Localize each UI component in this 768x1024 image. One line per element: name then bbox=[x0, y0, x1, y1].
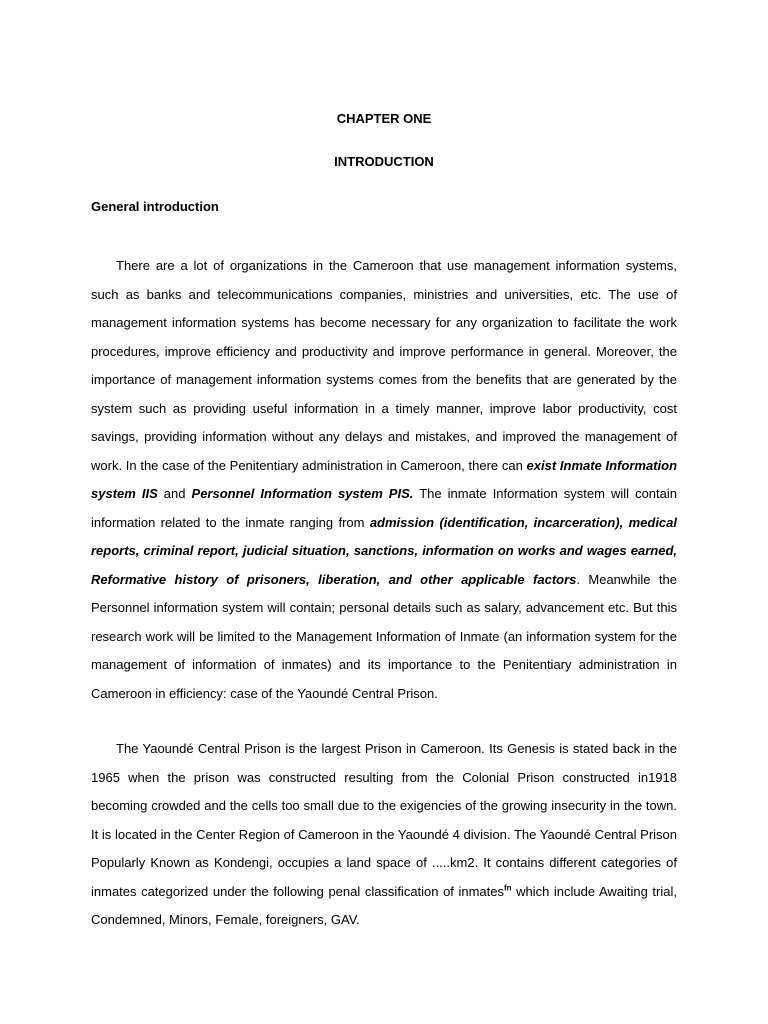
paragraph1-segment: admission (identification, incarceration), medical reports, criminal report, judicial situation, sanctions, information on works and wages earned, Reformative history of prisoners, liberation, and other applicable factors bbox=[91, 514, 678, 587]
paragraph1-segment: There are a lot of organizations in the Cameroon that use management information systems, such as banks and telecommunications companies, ministries and universities, etc. The use of management information systems has become necessary for any organization to facilitate the work procedures, improve efficiency and productivity and improve performance in general. Moreover, the importance of management information systems comes from the benefits that are generated by the system such as providing useful information in a timely manner, improve labor productivity, cost savings, providing information without any delays and mistakes, and improved the management of work. In the case of the Penitentiary administration in Cameroon, there can bbox=[91, 258, 677, 473]
paragraph2-text-end: which include Awaiting trial, Condemned, Minors, Female, foreigners, GAV. bbox=[91, 883, 677, 927]
paragraph-general-intro bbox=[91, 252, 677, 708]
footnote-marker: fn bbox=[504, 883, 512, 893]
section-heading: General introduction bbox=[91, 199, 219, 214]
paragraph1-segment: and bbox=[157, 486, 192, 501]
paragraph1-segment: exist Inmate Information system IIS bbox=[91, 457, 678, 501]
paragraph2-text: The Yaoundé Central Prison is the largest Prison in Cameroon. Its Genesis is stated back in the 1965 when the prison was constructed resulting from the Colonial Prison constructed in1918 becoming crowded and the cells too small due to the exigencies of the growing insecurity in the town. It is located in the Center Region of Cameroon in the Yaoundé 4 division. The Yaoundé Central Prison Popularly Known as Kondengi, occupies a land space of .....km2. It contains different categories of inmates categorized under the following penal classification of inmates bbox=[91, 741, 677, 899]
paragraph1-segment: . Meanwhile the Personnel information system will contain; personal details such as salary, advancement etc. But this research work will be limited to the Management Information of Inmate (an information system for the management of information of inmates) and its importance to the Penitentiary administration in Cameroon in efficiency: case of the Yaoundé Central Prison. bbox=[91, 571, 677, 701]
introduction-heading: INTRODUCTION bbox=[334, 154, 434, 169]
paragraph-yaounde-prison bbox=[91, 735, 677, 935]
chapter-heading: CHAPTER ONE bbox=[336, 111, 432, 126]
paragraph1-segment: The inmate Information system will contain information related to the inmate ranging from bbox=[91, 486, 677, 530]
paragraph1-segment: Personnel Information system PIS. bbox=[191, 486, 414, 501]
